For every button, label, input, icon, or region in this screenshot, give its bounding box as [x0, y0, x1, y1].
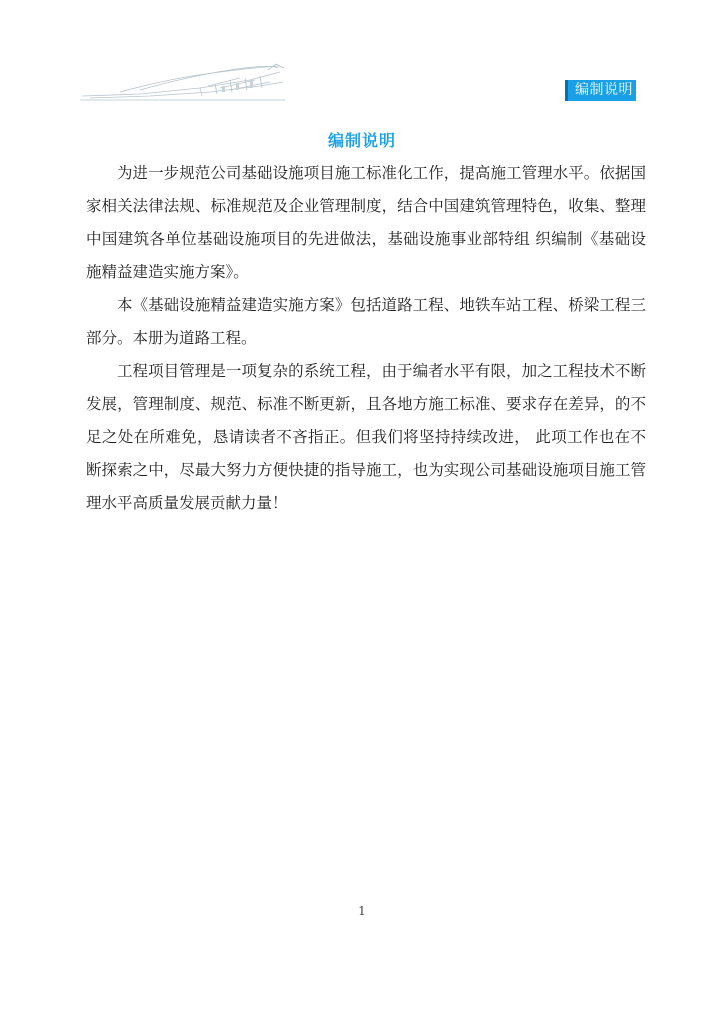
page-number: 1: [358, 904, 366, 918]
document-body: [86, 157, 646, 520]
paragraph: 本《基础设施精益建造实施方案》包括道路工程、地铁车站工程、桥梁工程三部分。本册为道路工程。: [86, 296, 646, 347]
section-tag: 编制说明: [565, 80, 636, 101]
page-title: 编制说明: [327, 131, 396, 150]
paragraph: 为进一步规范公司基础设施项目施工标准化工作，提高施工管理水平。依据国家相关法律法规、标准规范及企业管理制度，结合中国建筑管理特色，收集、整理中国建筑各单位基础设施项目的先进做法，基础设施事业部特组 织编制《基础设施精益建造实施方案》。: [86, 164, 646, 281]
building-sketch-logo: [80, 58, 285, 102]
paragraph: 工程项目管理是一项复杂的系统工程，由于编者水平有限，加之工程技术不断发展，管理制度、规范、标准不断更新，且各地方施工标准、要求存在差异，的不足之处在所难免，恳请读者不吝指正。但我们将坚持持续改进， 此项工作也在不断探索之中，尽最大努力方便快捷的指导施工，也为实现公司基础设施项目施工管理水平高质量发展贡献力量！: [86, 362, 646, 512]
